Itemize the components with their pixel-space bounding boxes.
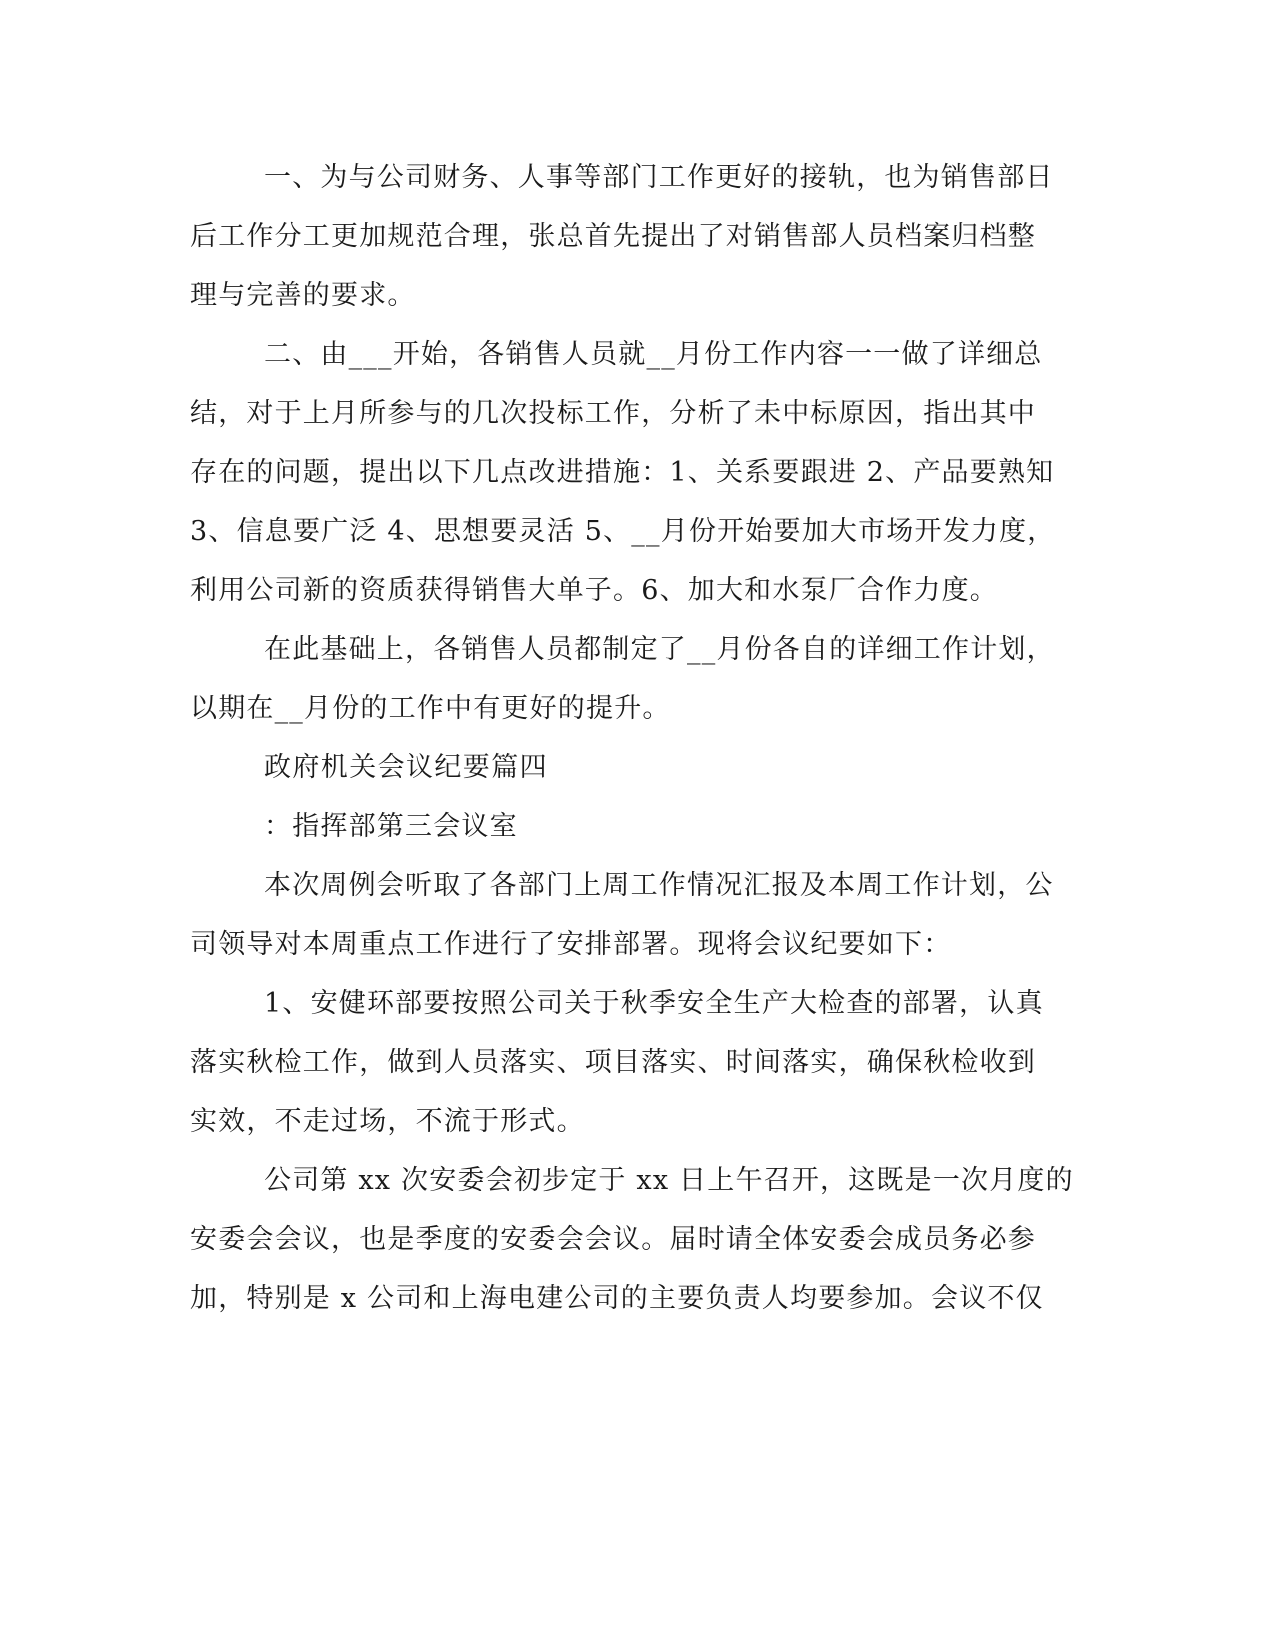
paragraph-1-line-3: 理与完善的要求。 <box>190 280 416 311</box>
paragraph-8-line-2: 安委会会议，也是季度的安委会会议。届时请全体安委会成员务必参 <box>190 1224 1036 1255</box>
paragraph-7-line-2: 落实秋检工作，做到人员落实、项目落实、时间落实，确保秋检收到 <box>190 1047 1036 1078</box>
paragraph-2-line-3: 存在的问题，提出以下几点改进措施：1、关系要跟进 2、产品要熟知 <box>190 457 1055 488</box>
paragraph-2-line-2: 结，对于上月所参与的几次投标工作，分析了未中标原因，指出其中 <box>190 398 1036 429</box>
paragraph-8-line-3: 加，特别是 x 公司和上海电建公司的主要负责人均要参加。会议不仅 <box>190 1283 1044 1314</box>
paragraph-2-line-1: 二、由___开始，各销售人员就__月份工作内容一一做了详细总 <box>264 339 1043 370</box>
paragraph-6-line-1: 本次周例会听取了各部门上周工作情况汇报及本周工作计划，公 <box>264 870 1054 901</box>
paragraph-3-line-1: 在此基础上，各销售人员都制定了__月份各自的详细工作计划， <box>264 634 1055 665</box>
paragraph-1-line-2: 后工作分工更加规范合理，张总首先提出了对销售部人员档案归档整 <box>190 221 1036 252</box>
meeting-location: ：指挥部第三会议室 <box>264 811 518 842</box>
section-title: 政府机关会议纪要篇四 <box>264 752 548 783</box>
paragraph-2-line-5: 利用公司新的资质获得销售大单子。6、加大和水泵厂合作力度。 <box>190 575 998 606</box>
paragraph-2-line-4: 3、信息要广泛 4、思想要灵活 5、__月份开始要加大市场开发力度， <box>190 516 1056 547</box>
paragraph-6-line-2: 司领导对本周重点工作进行了安排部署。现将会议纪要如下： <box>190 929 952 960</box>
paragraph-1-line-1: 一、为与公司财务、人事等部门工作更好的接轨，也为销售部日 <box>264 162 1054 193</box>
paragraph-7-line-3: 实效，不走过场，不流于形式。 <box>190 1106 585 1137</box>
paragraph-7-line-1: 1、安健环部要按照公司关于秋季安全生产大检查的部署，认真 <box>264 988 1044 1019</box>
paragraph-3-line-2: 以期在__月份的工作中有更好的提升。 <box>190 693 671 724</box>
paragraph-8-line-1: 公司第 xx 次安委会初步定于 xx 日上午召开，这既是一次月度的 <box>264 1165 1074 1196</box>
